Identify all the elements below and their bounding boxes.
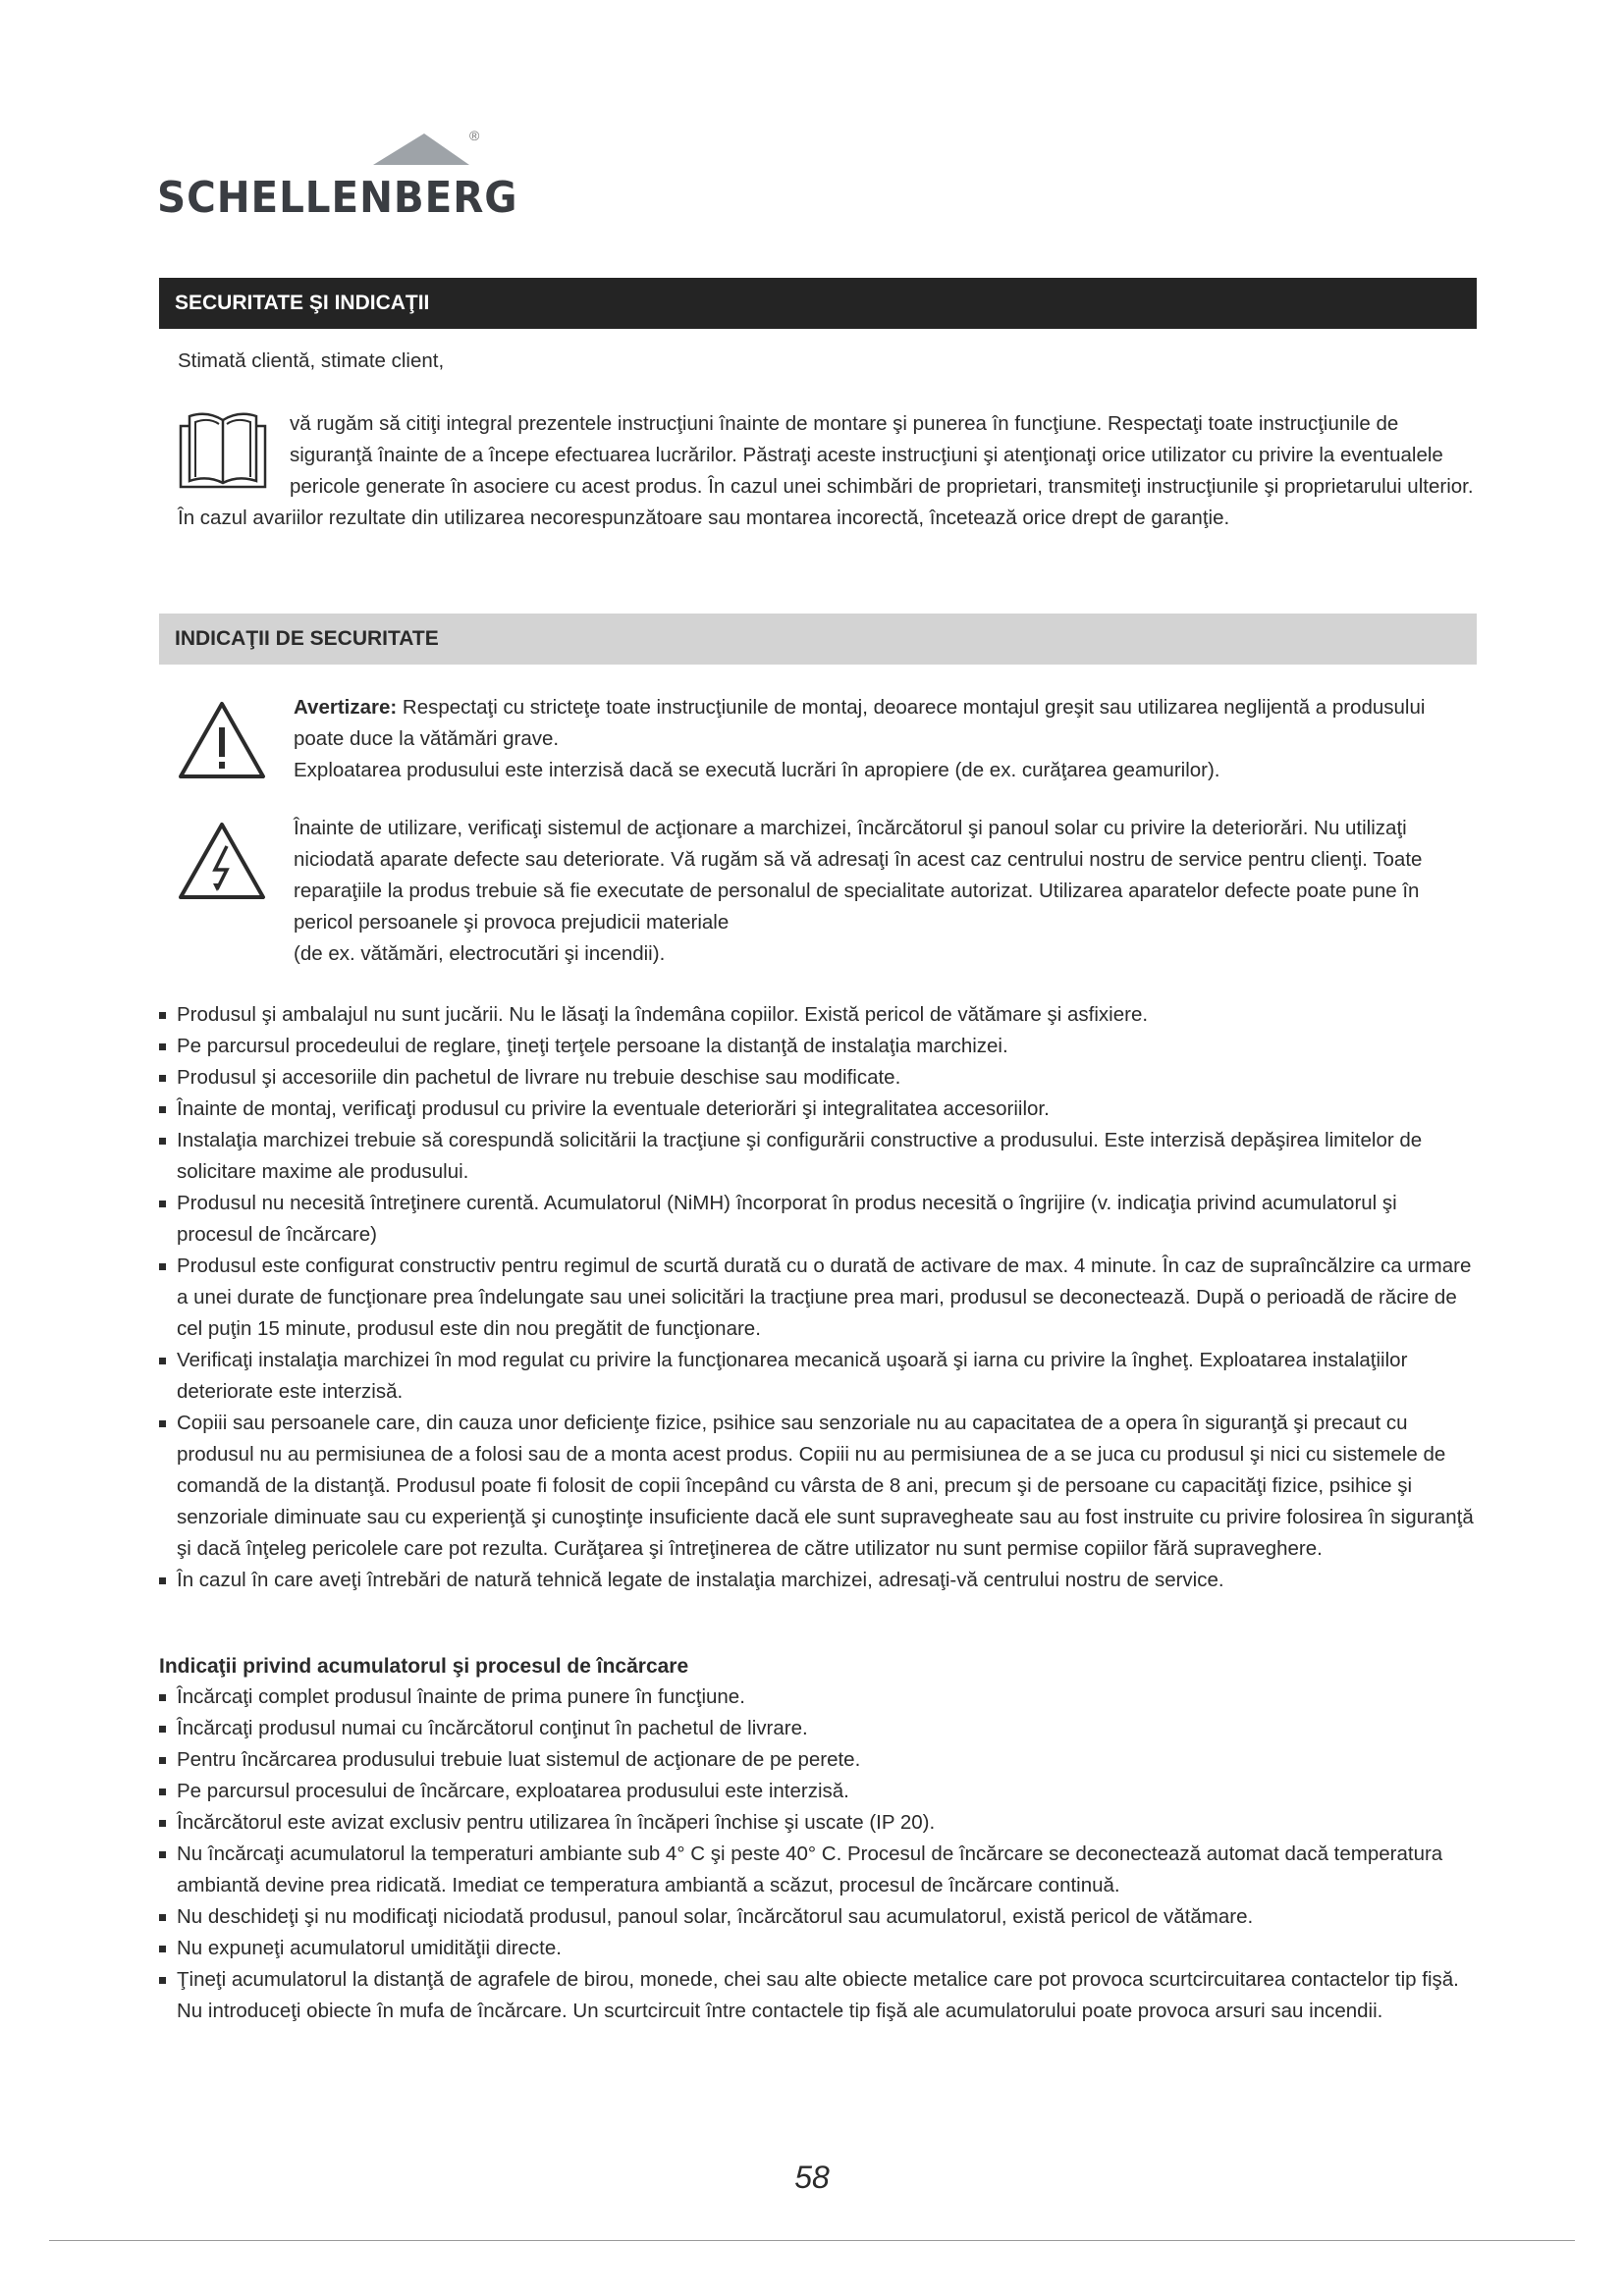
warning-text-2: (de ex. vătămări, electrocutări şi incendii). [294, 942, 666, 965]
list-item: Ţineţi acumulatorul la distanţă de agrafele de birou, monede, chei sau alte obiecte metalice care pot provoca scurtcircuitarea contactelor tip fişă. Nu introduceţi obiecte în mufa de încărcare. Un scurtcircuit între contactele tip fişă ale acumulatorului poate provoca arsuri sau incendii. [159, 1964, 1475, 2027]
list-item: Instalaţia marchizei trebuie să corespundă solicitării la tracţiune şi configurării constructive a produsului. Este interzisă depăşirea limitelor de solicitare maxime ale produsului. [159, 1125, 1475, 1188]
intro-paragraph [178, 408, 1474, 534]
list-item: Încărcaţi complet produsul înainte de prima punere în funcţiune. [159, 1682, 1475, 1713]
list-item: În cazul în care aveţi întrebări de natură tehnică legate de instalaţia marchizei, adresaţi-vă centrului nostru de service. [159, 1565, 1475, 1596]
battery-section-title: Indicaţii privind acumulatorul şi procesul de încărcare [159, 1655, 689, 1678]
warning-text: Respectaţi cu stricteţe toate instrucţiunile de montaj, deoarece montajul greşit sau utilizarea neglijentă a produsului poate duce la vătămări grave. [294, 696, 1426, 750]
list-item: Nu deschideţi şi nu modificaţi niciodată produsul, panoul solar, încărcătorul sau acumulatorul, există pericol de vătămare. [159, 1901, 1475, 1933]
list-item: Produsul şi ambalajul nu sunt jucării. Nu le lăsaţi la îndemâna copiilor. Există pericol de vătămare şi asfixiere. [159, 999, 1475, 1031]
roof-icon [373, 130, 471, 167]
brand-logo [157, 128, 518, 228]
warning-text-2: Exploatarea produsului este interzisă dacă se execută lucrări în apropiere (de ex. curăţarea geamurilor). [294, 759, 1220, 781]
list-item: Pentru încărcarea produsului trebuie luat sistemul de acţionare de pe perete. [159, 1744, 1475, 1776]
greeting: Stimată clientă, stimate client, [178, 349, 445, 372]
list-item: Pe parcursul procedeului de reglare, ţineţi terţele persoane la distanţă de instalaţia marchizei. [159, 1031, 1475, 1062]
intro-text: vă rugăm să citiţi integral prezentele instrucţiuni înainte de montare şi punerea în funcţiune. Respectaţi toate instrucţiunile de siguranţă înainte de a începe efectuarea lucrărilor. Păstraţi aceste instrucţiuni şi atenţionaţi orice utilizator cu privire la eventualele pericole generate în asociere cu acest produs. În cazul unei schimbări de proprietari, transmiteţi instrucţiunile şi proprietarului ulterior. În cazul avariilor rezultate din utilizarea necorespunzătoare sau montarea incorectă, încetează orice drept de garanţie. [178, 412, 1474, 529]
list-item: Copiii sau persoanele care, din cauza unor deficienţe fizice, psihice sau senzoriale nu au capacitatea de a opera în siguranţă şi precaut cu produsul nu au permisiunea de a folosi sau de a monta acest produs. Copiii nu au permisiunea de a se juca cu produsul şi nici cu sistemele de comandă de la distanţă. Produsul poate fi folosit de copii începând cu vârsta de 8 ani, precum şi de persoane cu capacităţi fizice, psihice şi senzoriale diminuate sau cu experienţă şi cunoştinţe insuficiente dacă ele sunt supravegheate sau au fost instruite cu privire folosirea în siguranţă şi dacă înţeleg pericolele care pot rezulta. Curăţarea şi întreţinerea de către utilizator nu sunt permise copiilor fără supraveghere. [159, 1408, 1475, 1565]
list-item: Verificaţi instalaţia marchizei în mod regulat cu privire la funcţionarea mecanică uşoară şi iarna cu privire la îngheţ. Exploatarea instalaţiilor deteriorate este interzisă. [159, 1345, 1475, 1408]
book-icon [178, 408, 276, 499]
list-item: Nu încărcaţi acumulatorul la temperaturi ambiante sub 4° C şi peste 40° C. Procesul de încărcare se deconectează automat dacă temperatura ambiantă devine prea ridicată. Imediat ce temperatura ambiantă a scăzut, procesul de încărcare continuă. [159, 1839, 1475, 1901]
warning-text: Înainte de utilizare, verificaţi sistemul de acţionare a marchizei, încărcătorul şi panoul solar cu privire la deteriorări. Nu utilizaţi niciodată aparate defecte sau deteriorate. Vă rugăm să vă adresaţi în acest caz centrului nostru de service pentru clienţi. Toate reparaţiile la produs trebuie să fie executate de personalul de specialitate autorizat. Utilizarea aparatelor defecte poate pune în pericol persoanele şi provoca prejudicii materiale [294, 817, 1423, 934]
list-item: Produsul este configurat constructiv pentru regimul de scurtă durată cu o durată de activare de max. 4 minute. În caz de supraîncălzire ca urmare a unei durate de funcţionare prea îndelungate sau unei solicitări la tracţiune prea mari, produsul se deconectează. După o perioadă de răcire de cel puţin 15 minute, produsul este din nou pregătit de funcţionare. [159, 1251, 1475, 1345]
footer-divider [49, 2240, 1575, 2241]
list-item: Nu expuneţi acumulatorul umidităţii directe. [159, 1933, 1475, 1964]
warning-block-electric [178, 813, 1474, 970]
warning-exclamation-icon [178, 700, 266, 780]
warning-electric-icon [178, 821, 266, 901]
battery-bullet-list [159, 1682, 1475, 2027]
list-item: Pe parcursul procesului de încărcare, exploatarea produsului este interzisă. [159, 1776, 1475, 1807]
list-item: Produsul şi accesoriile din pachetul de livrare nu trebuie deschise sau modificate. [159, 1062, 1475, 1094]
list-item: Încărcaţi produsul numai cu încărcătorul conţinut în pachetul de livrare. [159, 1713, 1475, 1744]
registered-mark: ® [469, 128, 480, 143]
warning-block-general [178, 692, 1474, 786]
list-item: Înainte de montaj, verificaţi produsul cu privire la eventuale deteriorări şi integralitatea accesoriilor. [159, 1094, 1475, 1125]
section-title-safety: INDICAŢII DE SECURITATE [159, 614, 1477, 665]
page-number: 58 [794, 2160, 830, 2195]
warning-label: Avertizare: [294, 696, 398, 719]
list-item: Produsul nu necesită întreţinere curentă. Acumulatorul (NiMH) încorporat în produs necesită o îngrijire (v. indicaţia privind acumulatorul şi procesul de încărcare) [159, 1188, 1475, 1251]
section-title-security: SECURITATE ŞI INDICAŢII [159, 278, 1477, 329]
safety-bullet-list [159, 999, 1475, 1596]
brand-name: SCHELLENBERG [157, 173, 518, 223]
list-item: Încărcătorul este avizat exclusiv pentru utilizarea în încăperi închise şi uscate (IP 20). [159, 1807, 1475, 1839]
